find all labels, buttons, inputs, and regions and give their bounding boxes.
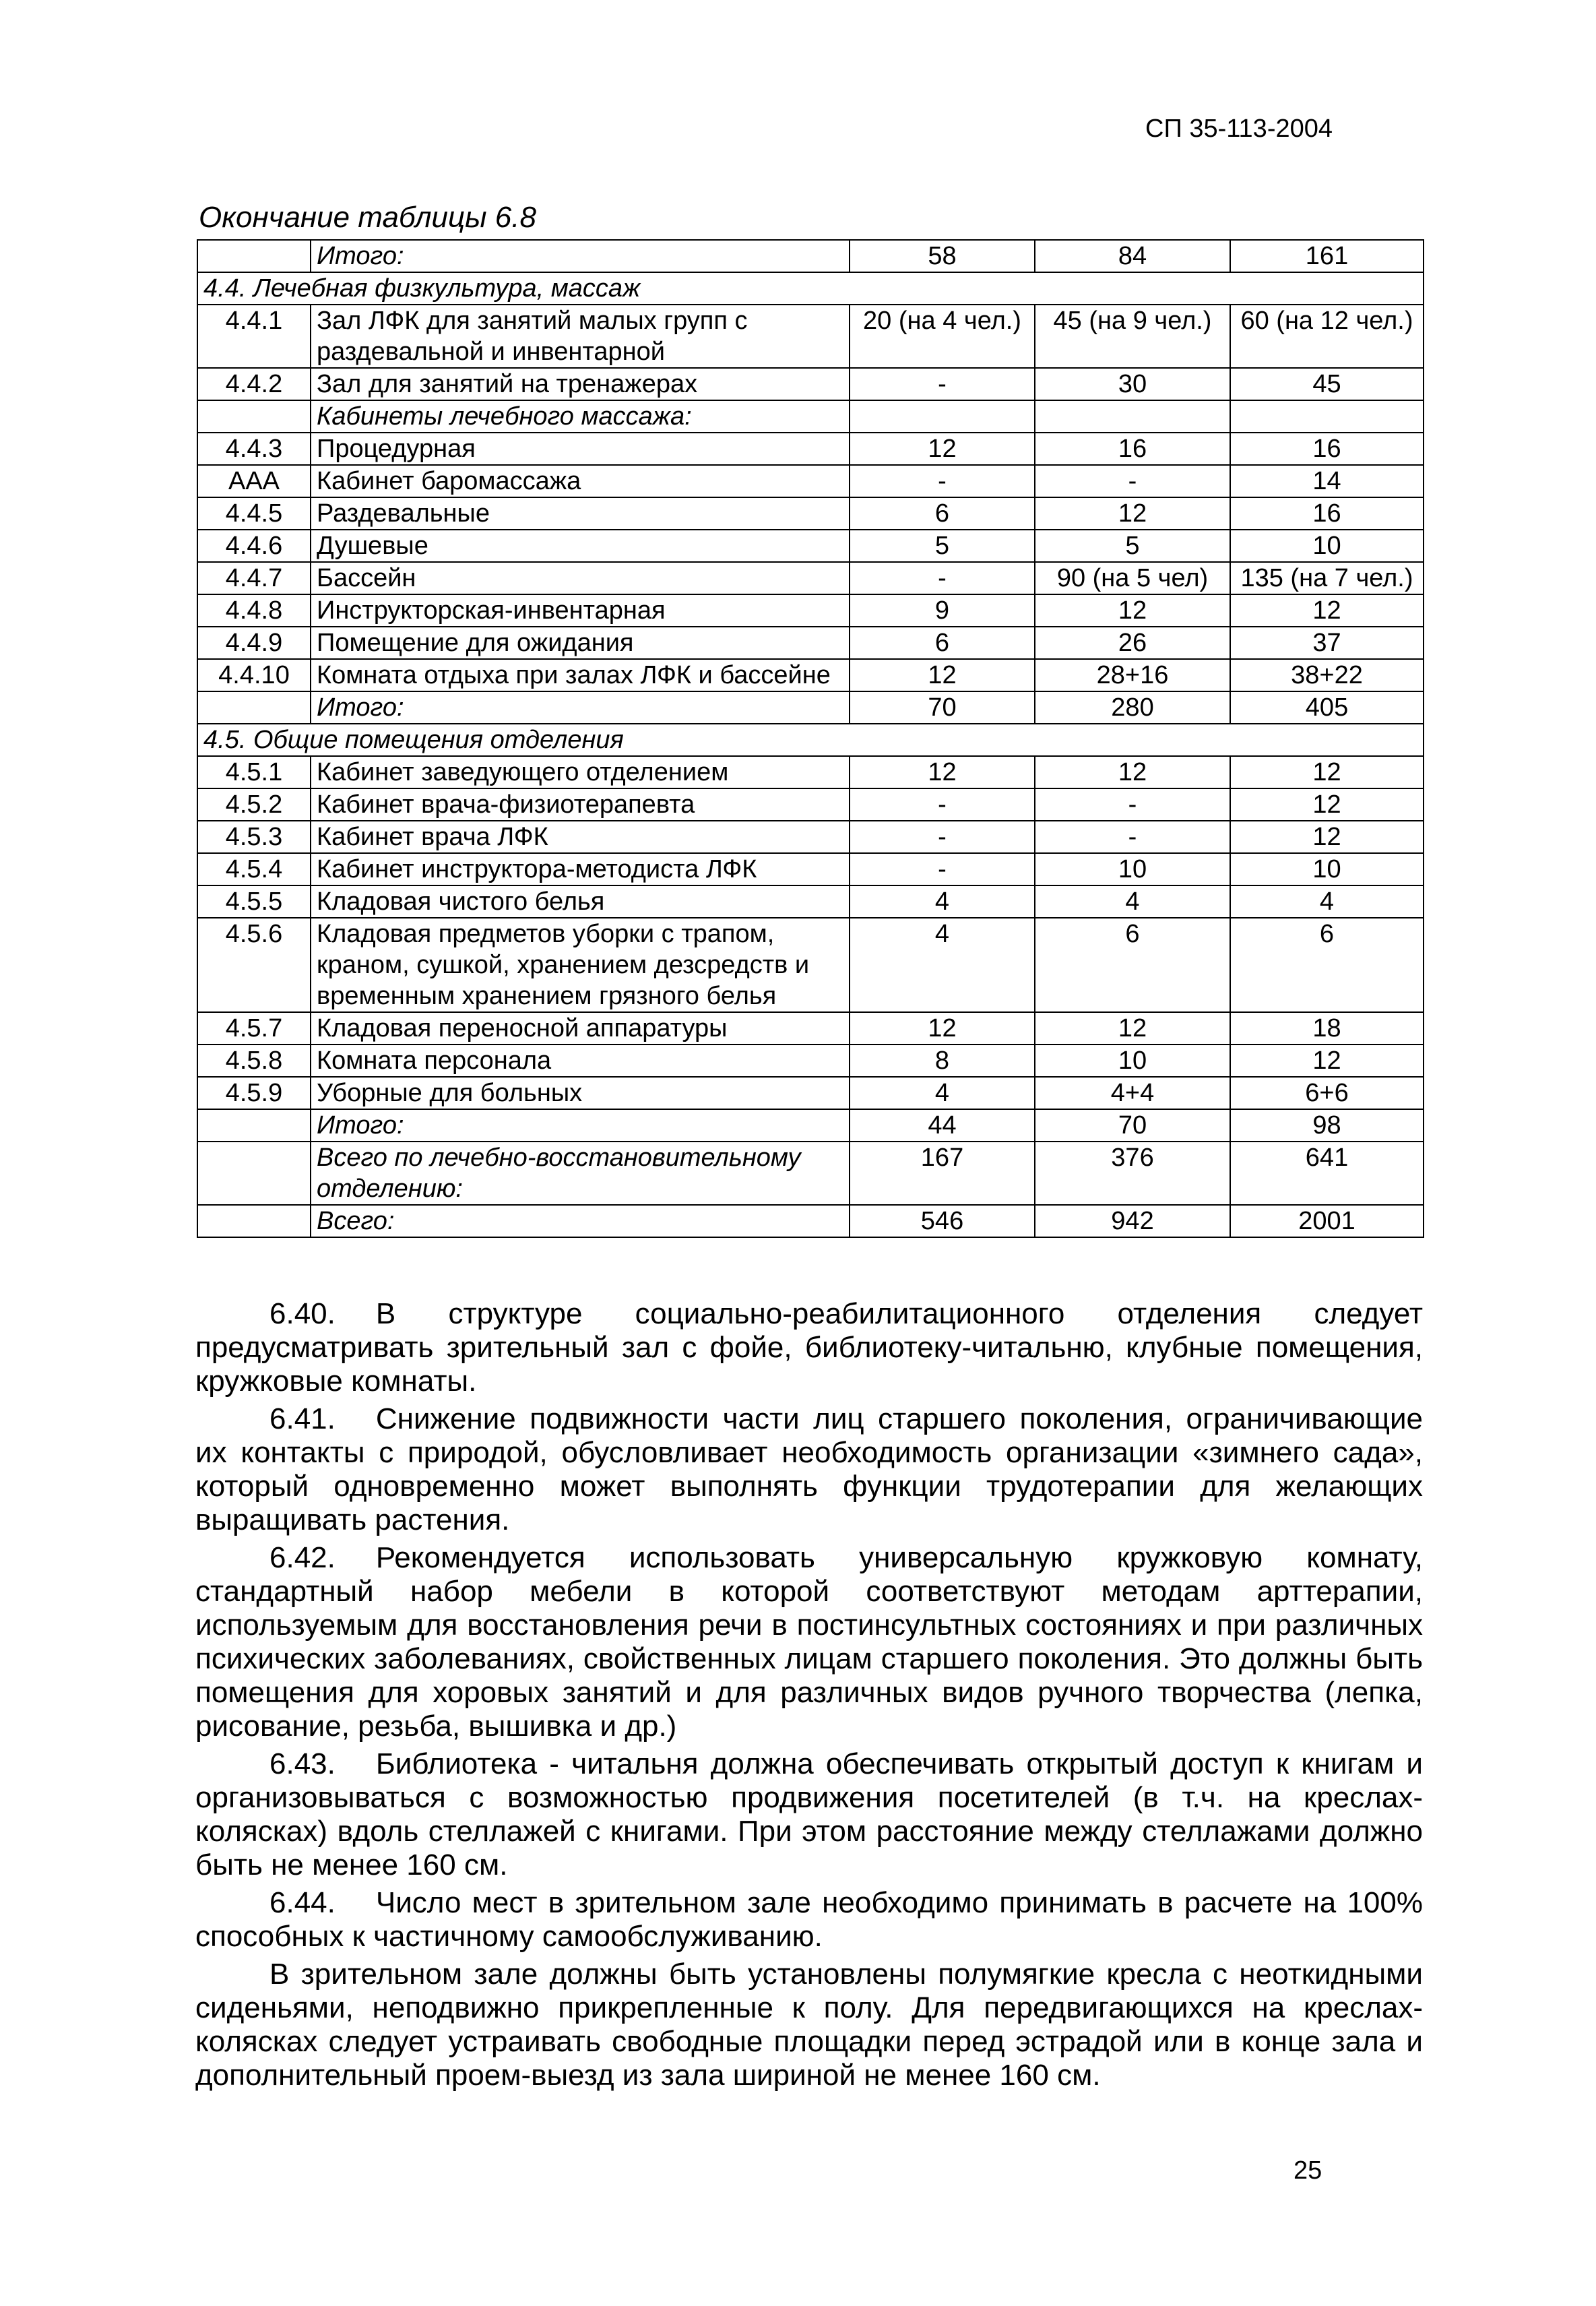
row-number: 4.5.2: [197, 788, 311, 821]
table-caption: Окончание таблицы 6.8: [199, 201, 536, 234]
paragraph-text: Снижение подвижности части лиц старшего поколения, ограничивающие их контакты с природой, обусловливает необходимость организации «зимнего сада», который одновременно может выполнять функции трудотерапии для желающих выращивать растения.: [195, 1402, 1423, 1536]
row-number: 4.4.8: [197, 594, 311, 627]
table-row: [197, 594, 1424, 627]
room-name: Комната персонала: [311, 1045, 850, 1077]
value-col-2: 12: [1035, 1012, 1230, 1045]
value-col-3: 12: [1230, 1045, 1424, 1077]
table-row: [197, 433, 1424, 465]
room-name: Зал ЛФК для занятий малых групп с раздевальной и инвентарной: [311, 305, 850, 368]
value-col-3: 12: [1230, 788, 1424, 821]
room-name: Всего по лечебно-восстановительному отделению:: [311, 1142, 850, 1205]
paragraph: [195, 1747, 1423, 1882]
value-col-3: 45: [1230, 368, 1424, 400]
value-col-2: 70: [1035, 1109, 1230, 1142]
paragraph: [195, 1297, 1423, 1398]
document-id: СП 35-113-2004: [1145, 115, 1333, 143]
value-col-3: 60 (на 12 чел.): [1230, 305, 1424, 368]
room-name: Кладовая переносной аппаратуры: [311, 1012, 850, 1045]
row-number: 4.4.1: [197, 305, 311, 368]
row-number: 4.5.6: [197, 918, 311, 1012]
value-col-2: 26: [1035, 627, 1230, 659]
value-col-2: 12: [1035, 594, 1230, 627]
value-col-1: 58: [850, 240, 1035, 272]
room-name: Процедурная: [311, 433, 850, 465]
room-name: Всего:: [311, 1205, 850, 1237]
room-name: Кладовая чистого белья: [311, 885, 850, 918]
value-col-1: 5: [850, 530, 1035, 562]
value-col-3: 10: [1230, 853, 1424, 885]
table-row: [197, 853, 1424, 885]
value-col-1: 12: [850, 756, 1035, 788]
room-name: Раздевальные: [311, 497, 850, 530]
paragraph-text: Число мест в зрительном зале необходимо принимать в расчете на 100% способных к частичному самообслуживанию.: [195, 1886, 1423, 1953]
value-col-1: 4: [850, 1077, 1035, 1109]
value-col-1: 12: [850, 1012, 1035, 1045]
value-col-3: [1230, 400, 1424, 433]
value-col-3: 18: [1230, 1012, 1424, 1045]
table-6-8: [197, 239, 1424, 1238]
row-number: 4.5.9: [197, 1077, 311, 1109]
row-number: [197, 1109, 311, 1142]
row-number: 4.4.3: [197, 433, 311, 465]
row-number: 4.5.3: [197, 821, 311, 853]
table-body: [197, 240, 1424, 1237]
value-col-3: 2001: [1230, 1205, 1424, 1237]
row-number: [197, 400, 311, 433]
value-col-3: 14: [1230, 465, 1424, 497]
row-number: 4.5.4: [197, 853, 311, 885]
room-name: Зал для занятий на тренажерах: [311, 368, 850, 400]
paragraph-number: 6.43.: [269, 1747, 336, 1780]
value-col-2: 45 (на 9 чел.): [1035, 305, 1230, 368]
value-col-2: -: [1035, 788, 1230, 821]
value-col-2: 280: [1035, 691, 1230, 724]
value-col-3: 38+22: [1230, 659, 1424, 691]
value-col-1: 4: [850, 918, 1035, 1012]
table-row: [197, 821, 1424, 853]
table-total-row: [197, 691, 1424, 724]
row-number: 4.5.7: [197, 1012, 311, 1045]
table-total-row: [197, 1205, 1424, 1237]
row-number: [197, 1142, 311, 1205]
paragraph-number: 6.42.: [269, 1541, 336, 1574]
table-row: [197, 1012, 1424, 1045]
value-col-2: 942: [1035, 1205, 1230, 1237]
room-name: Кабинет заведующего отделением: [311, 756, 850, 788]
table-total-row: [197, 240, 1424, 272]
value-col-3: 12: [1230, 821, 1424, 853]
paragraph-number: 6.40.: [269, 1297, 336, 1330]
section-heading: 4.4. Лечебная физкультура, массаж: [197, 272, 1424, 305]
table-row: [197, 659, 1424, 691]
value-col-3: 405: [1230, 691, 1424, 724]
paragraph: [195, 1541, 1423, 1743]
value-col-1: 44: [850, 1109, 1035, 1142]
value-col-2: 30: [1035, 368, 1230, 400]
table-section-row: [197, 272, 1424, 305]
value-col-1: -: [850, 788, 1035, 821]
table-row: [197, 627, 1424, 659]
section-heading: 4.5. Общие помещения отделения: [197, 724, 1424, 756]
value-col-2: -: [1035, 465, 1230, 497]
row-number: 4.4.10: [197, 659, 311, 691]
value-col-2: -: [1035, 821, 1230, 853]
paragraph-text: Библиотека - читальня должна обеспечивать открытый доступ к книгам и организовываться с возможностью продвижения посетителей (в т.ч. на креслах-колясках) вдоль стеллажей с книгами. При этом расстояние между стеллажами должно быть не менее 160 см.: [195, 1747, 1423, 1881]
table-row: [197, 1045, 1424, 1077]
room-name: Душевые: [311, 530, 850, 562]
row-number: 4.5.1: [197, 756, 311, 788]
table-section-row: [197, 724, 1424, 756]
table-total-row: [197, 1142, 1424, 1205]
value-col-2: 28+16: [1035, 659, 1230, 691]
value-col-1: 70: [850, 691, 1035, 724]
value-col-2: 5: [1035, 530, 1230, 562]
room-name: Бассейн: [311, 562, 850, 594]
room-name: Кабинет баромассажа: [311, 465, 850, 497]
value-col-3: 641: [1230, 1142, 1424, 1205]
room-name: Инструкторская-инвентарная: [311, 594, 850, 627]
value-col-2: 84: [1035, 240, 1230, 272]
paragraph-number: 6.44.: [269, 1886, 336, 1919]
row-number: 4.4.2: [197, 368, 311, 400]
table-row: [197, 530, 1424, 562]
page-number: 25: [1294, 2156, 1322, 2185]
paragraph: [195, 1958, 1423, 2092]
paragraph-text: В зрительном зале должны быть установлены полумягкие кресла с неоткидными сиденьями, неподвижно прикрепленные к полу. Для передвигающихся на креслах-колясках следует устраивать свободные площадки перед эстрадой или в конце зала и дополнительный проем-выезд из зала шириной не менее 160 см.: [195, 1958, 1423, 2092]
paragraph-text: В структуре социально-реабилитационного отделения следует предусматривать зрительный зал с фойе, библиотеку-читальню, клубные помещения, кружковые комнаты.: [195, 1297, 1423, 1398]
value-col-1: 546: [850, 1205, 1035, 1237]
value-col-3: 135 (на 7 чел.): [1230, 562, 1424, 594]
room-name: Кладовая предметов уборки с трапом, краном, сушкой, хранением дезсредств и временным хранением грязного белья: [311, 918, 850, 1012]
table-row: [197, 400, 1424, 433]
value-col-1: -: [850, 465, 1035, 497]
value-col-2: 10: [1035, 1045, 1230, 1077]
body-text: [195, 1297, 1423, 2096]
room-name: Помещение для ожидания: [311, 627, 850, 659]
value-col-2: 12: [1035, 756, 1230, 788]
table-row: [197, 305, 1424, 368]
row-number: ААА: [197, 465, 311, 497]
paragraph-text: Рекомендуется использовать универсальную кружковую комнату, стандартный набор мебели в которой соответствуют методам арттерапии, используемым для восстановления речи в постинсультных состояниях и при различных психических заболеваниях, свойственных лицам старшего поколения. Это должны быть помещения для хоровых занятий и для различных видов ручного творчества (лепка, рисование, резьба, вышивка и др.): [195, 1541, 1423, 1743]
room-name: Кабинет врача-физиотерапевта: [311, 788, 850, 821]
value-col-3: 4: [1230, 885, 1424, 918]
row-number: 4.4.7: [197, 562, 311, 594]
room-name: Комната отдыха при залах ЛФК и бассейне: [311, 659, 850, 691]
value-col-3: 12: [1230, 756, 1424, 788]
table-total-row: [197, 1109, 1424, 1142]
value-col-1: 20 (на 4 чел.): [850, 305, 1035, 368]
row-number: [197, 691, 311, 724]
room-name: Кабинеты лечебного массажа:: [311, 400, 850, 433]
value-col-3: 6: [1230, 918, 1424, 1012]
table-row: [197, 465, 1424, 497]
row-number: [197, 1205, 311, 1237]
table-row: [197, 562, 1424, 594]
table-row: [197, 368, 1424, 400]
value-col-2: 376: [1035, 1142, 1230, 1205]
row-number: 4.4.6: [197, 530, 311, 562]
value-col-1: -: [850, 821, 1035, 853]
value-col-1: 9: [850, 594, 1035, 627]
value-col-2: 16: [1035, 433, 1230, 465]
row-number: 4.4.9: [197, 627, 311, 659]
value-col-2: 12: [1035, 497, 1230, 530]
value-col-2: 4+4: [1035, 1077, 1230, 1109]
value-col-1: 12: [850, 433, 1035, 465]
value-col-2: [1035, 400, 1230, 433]
room-name: Итого:: [311, 240, 850, 272]
value-col-1: -: [850, 368, 1035, 400]
value-col-2: 4: [1035, 885, 1230, 918]
table-row: [197, 756, 1424, 788]
value-col-3: 6+6: [1230, 1077, 1424, 1109]
value-col-1: 6: [850, 627, 1035, 659]
row-number: 4.5.5: [197, 885, 311, 918]
paragraph-number: 6.41.: [269, 1402, 336, 1435]
value-col-3: 12: [1230, 594, 1424, 627]
row-number: 4.4.5: [197, 497, 311, 530]
value-col-3: 16: [1230, 497, 1424, 530]
value-col-2: 90 (на 5 чел): [1035, 562, 1230, 594]
table-row: [197, 918, 1424, 1012]
value-col-1: 4: [850, 885, 1035, 918]
value-col-3: 98: [1230, 1109, 1424, 1142]
room-name: Итого:: [311, 1109, 850, 1142]
room-name: Кабинет инструктора-методиста ЛФК: [311, 853, 850, 885]
value-col-3: 161: [1230, 240, 1424, 272]
value-col-3: 10: [1230, 530, 1424, 562]
table-row: [197, 788, 1424, 821]
value-col-1: 6: [850, 497, 1035, 530]
table-row: [197, 497, 1424, 530]
value-col-1: 12: [850, 659, 1035, 691]
room-name: Итого:: [311, 691, 850, 724]
table-row: [197, 1077, 1424, 1109]
value-col-1: 167: [850, 1142, 1035, 1205]
value-col-1: -: [850, 562, 1035, 594]
paragraph: [195, 1402, 1423, 1537]
value-col-1: [850, 400, 1035, 433]
value-col-2: 10: [1035, 853, 1230, 885]
value-col-2: 6: [1035, 918, 1230, 1012]
room-name: Кабинет врача ЛФК: [311, 821, 850, 853]
paragraph: [195, 1886, 1423, 1954]
value-col-3: 37: [1230, 627, 1424, 659]
value-col-1: 8: [850, 1045, 1035, 1077]
value-col-1: -: [850, 853, 1035, 885]
row-number: [197, 240, 311, 272]
row-number: 4.5.8: [197, 1045, 311, 1077]
table-row: [197, 885, 1424, 918]
room-name: Уборные для больных: [311, 1077, 850, 1109]
value-col-3: 16: [1230, 433, 1424, 465]
